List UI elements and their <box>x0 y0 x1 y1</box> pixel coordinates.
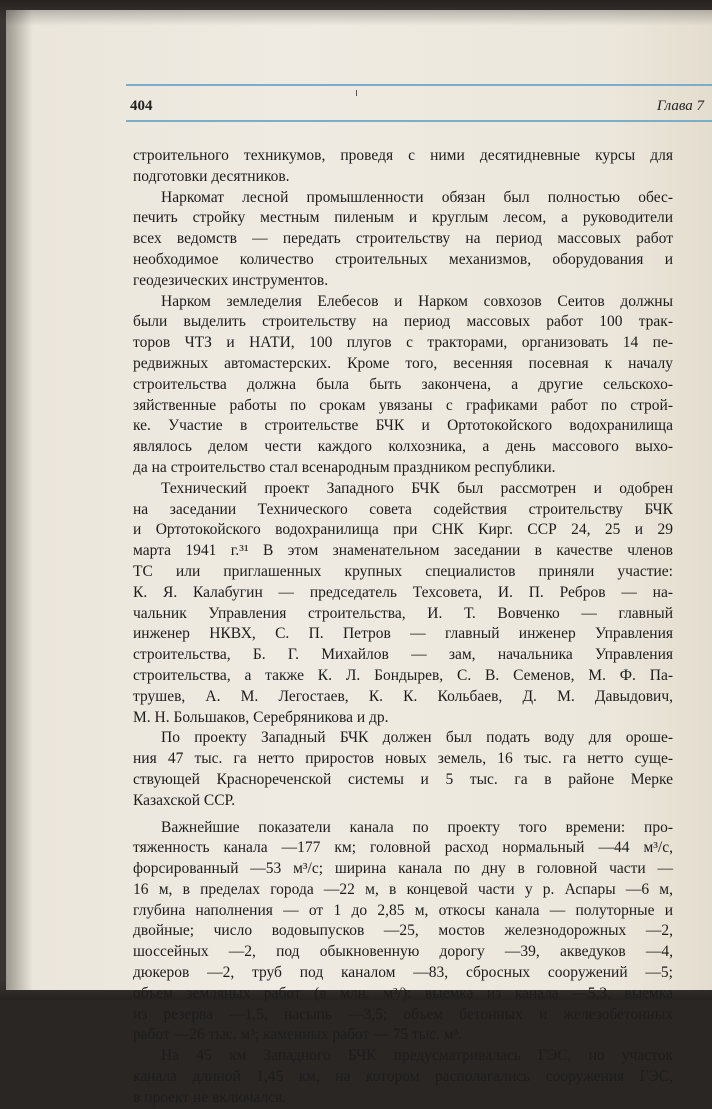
text-line: ке. Участие в строительстве БЧК и Ортотокойского водохранилища <box>133 417 673 435</box>
text-line: ния 47 тыс. га нетто приростов новых земель, 16 тыс. га нетто суще- <box>133 750 673 768</box>
text-line: объем земляных работ (в млн. м³/): выемка из канала —5,3, выемка <box>133 984 673 1002</box>
text-line: на заседании Технического совета содействия строительству БЧК <box>133 500 673 518</box>
text-line: строительства, Б. Г. Михайлов — зам, начальника Управления <box>133 646 673 664</box>
text-line: геодезических инструментов. <box>133 271 329 289</box>
text-line: Казахской ССР. <box>133 791 236 809</box>
text-line: 16 м, в пределах города —22 м, в концевой части у р. Аспары —6 м, <box>133 880 673 898</box>
text-line: и Ортотокойского водохранилища при СНК Кирг. ССР 24, 25 и 29 <box>133 521 673 539</box>
text-line: К. Я. Калабугин — председатель Техсовета, И. П. Ребров — на- <box>133 583 673 601</box>
header-rule-top <box>126 84 712 86</box>
text-line: М. Н. Большаков, Серебряникова и др. <box>133 708 389 726</box>
text-line: ТС или приглашенных крупных специалистов приняли участие: <box>133 562 673 580</box>
body-text <box>133 146 673 1109</box>
text-line: двойные; число водовыпусков —25, мостов железнодорожных —2, <box>133 922 673 940</box>
text-line: являлось делом чести каждого колхозника, а день массового выхо- <box>133 438 673 456</box>
text-line: канала длиной 1,45 км, на котором располагались сооружения ГЭС, <box>133 1068 673 1086</box>
text-line: редвижных автомастерских. Кроме того, весенняя посевная к началу <box>133 354 673 372</box>
text-line: чальник Управления строительства, И. Т. Вовченко — главный <box>133 604 673 622</box>
text-line: Нарком земледелия Елебесов и Нарком совхозов Сеитов должны <box>161 292 673 310</box>
text-line: На 45 км Западного БЧК предусматривалась ГЭС, но участок <box>161 1047 673 1065</box>
spine-shadow <box>6 10 32 990</box>
text-line: ствующей Краснореченской системы и 5 тыс. га в районе Мерке <box>133 770 673 788</box>
text-line: трушев, А. М. Легостаев, К. К. Кольбаев, Д. М. Давыдович, <box>133 687 673 705</box>
page-number: 404 <box>130 98 153 114</box>
text-line: необходимое количество строительных механизмов, оборудования и <box>133 250 673 268</box>
text-line: дюкеров —2, труб под каналом —83, сбросных сооружений —5; <box>133 964 673 982</box>
running-title: Глава 7 <box>656 98 704 114</box>
text-line: По проекту Западный БЧК должен был подать воду для ороше- <box>161 729 673 747</box>
text-line: инженер НКВХ, С. П. Петров — главный инженер Управления <box>133 625 673 643</box>
text-line: Важнейшие показатели канала по проекту того времени: про- <box>161 818 673 836</box>
text-line: строительства, а также К. Л. Бондырев, С. В. Семенов, М. Ф. Па- <box>133 666 673 684</box>
text-line: Технический проект Западного БЧК был рассмотрен и одобрен <box>161 479 673 497</box>
text-line: всех ведомств — передать строительству на период массовых работ <box>133 230 673 248</box>
text-line: форсированный —53 м³/с; ширина канала по дну в головной части — <box>133 860 673 878</box>
text-line: работ —26 тыс. м³; каменных работ — 75 тыс. м³. <box>133 1026 463 1044</box>
text-line: из резерва —1,5, насыпь —3,5; объем бетонных и железобетонных <box>133 1005 673 1023</box>
text-line: строительства должна была быть закончена, а другие сельскохо- <box>133 375 673 393</box>
text-line: печить стройку местным пиленым и круглым лесом, а руководители <box>133 209 673 227</box>
text-line: зяйственные работы по срокам увязаны с графиками работ по строй- <box>133 396 673 414</box>
text-line: да на строительство стал всенародным праздником республики. <box>133 458 556 476</box>
header-rule-bottom <box>126 120 712 122</box>
text-line: подготовки десятников. <box>133 167 290 185</box>
text-line: в проект не включался. <box>133 1088 287 1106</box>
text-line: шоссейных —2, под обыкновенную дорогу —39, акведуков —4, <box>133 943 673 961</box>
text-line: были выделить строительству на период массовых работ 100 трак- <box>133 313 673 331</box>
text-line: глубина наполнения — от 1 до 2,85 м, откосы канала — полуторные и <box>133 901 673 919</box>
text-line: строительного техникумов, проведя с ними десятидневные курсы для <box>133 147 673 164</box>
text-line: торов ЧТЗ и НАТИ, 100 плугов с тракторами, организовать 14 пе- <box>133 334 673 352</box>
top-edge-shadow <box>6 10 712 26</box>
text-line: марта 1941 г.³¹ В этом знаменательном заседании в качестве членов <box>133 542 673 560</box>
text-line: Наркомат лесной промышленности обязан был полностью обес- <box>161 188 673 206</box>
book-page <box>6 10 712 1106</box>
header-tick-mark <box>356 90 357 96</box>
text-line: тяженность канала —177 км; головной расход нормальный —44 м³/с, <box>133 839 673 857</box>
